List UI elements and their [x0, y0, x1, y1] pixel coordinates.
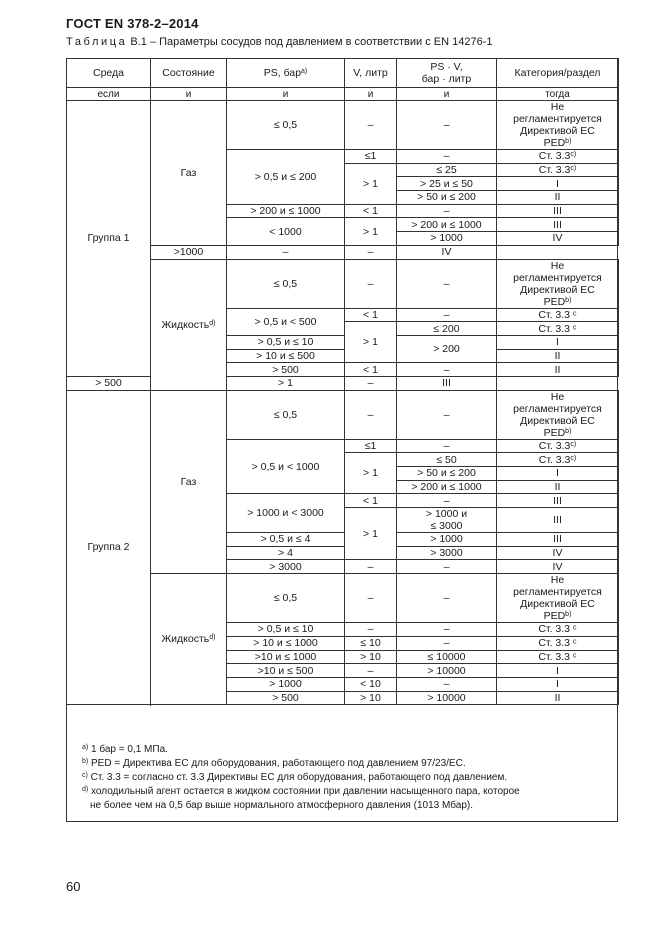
- header-state: Состояние: [151, 59, 227, 88]
- ps-cell: >1000: [151, 245, 227, 259]
- volume-cell: < 10: [345, 677, 397, 691]
- caption-text: В.1 – Параметры сосудов под давлением в соответствии с EN 14276-1: [127, 36, 493, 48]
- volume-cell: ≤1: [345, 439, 397, 453]
- ps-cell: >10 и ≤ 500: [227, 664, 345, 678]
- category-cell: Ст. 3.3$^{c)}$: [497, 150, 619, 164]
- volume-cell: –: [345, 390, 397, 439]
- connector-and: и: [227, 88, 345, 101]
- psv-cell: > 3000: [397, 546, 497, 560]
- ps-cell: ≤ 0,5: [227, 390, 345, 439]
- category-cell: I: [497, 677, 619, 691]
- category-cell: Ст. 3.3 ᶜ: [497, 650, 619, 664]
- ps-cell: > 10 и ≤ 1000: [227, 636, 345, 650]
- psv-cell: –: [397, 494, 497, 508]
- volume-cell: > 1: [345, 322, 397, 363]
- psv-cell: –: [397, 574, 497, 623]
- state-gas: Газ: [151, 390, 227, 574]
- volume-cell: –: [345, 560, 397, 574]
- category-cell: Не регламентируется Директивой ЕС PED$^{b)}$: [497, 101, 619, 150]
- header-medium: Среда: [67, 59, 151, 88]
- psv-cell: > 50 и ≤ 200: [397, 191, 497, 205]
- category-cell: Не регламентируется Директивой ЕС PED$^{b)}$: [497, 574, 619, 623]
- category-cell: I: [497, 335, 619, 349]
- psv-cell: ≤ 25: [397, 163, 497, 177]
- table-caption: [66, 36, 493, 48]
- header-volume: V, литр: [345, 59, 397, 88]
- footnote-d-continuation: не более чем на 0,5 бар выше нормального атмосферного давления (1013 Мбар).: [90, 800, 474, 811]
- header-row: [67, 59, 619, 88]
- ps-cell: > 0,5 и ≤ 200: [227, 150, 345, 205]
- psv-cell: –: [345, 245, 397, 259]
- category-cell: I: [497, 664, 619, 678]
- ps-cell: > 0,5 и ≤ 10: [227, 623, 345, 637]
- category-cell: II: [497, 691, 619, 705]
- volume-cell: –: [345, 574, 397, 623]
- ps-cell: > 1000 и < 3000: [227, 494, 345, 533]
- page-number: 60: [66, 879, 81, 894]
- ps-cell: > 500: [227, 363, 345, 377]
- header-category: Категория/раздел: [497, 59, 619, 88]
- category-cell: Ст. 3.3 ᶜ: [497, 636, 619, 650]
- category-cell: I: [497, 177, 619, 191]
- state-gas: Газ: [151, 101, 227, 246]
- volume-cell: –: [345, 623, 397, 637]
- ps-cell: ≤ 0,5: [227, 101, 345, 150]
- category-cell: Не регламентируется Директивой ЕС PED$^{b)}$: [497, 390, 619, 439]
- footnote-b: $^{b)}$ PED = Директива ЕС для оборудования, работающего под давлением 97/23/ЕС.: [82, 758, 466, 769]
- psv-cell: ≤ 50: [397, 453, 497, 467]
- category-cell: III: [497, 494, 619, 508]
- volume-cell: < 1: [345, 308, 397, 322]
- psv-cell: > 200 и ≤ 1000: [397, 218, 497, 232]
- volume-cell: > 1: [345, 453, 397, 494]
- ps-cell: > 0,5 и ≤ 10: [227, 335, 345, 349]
- volume-cell: –: [345, 664, 397, 678]
- ps-cell: > 200 и ≤ 1000: [227, 204, 345, 218]
- header-ps: PS, бар$^{а)}$: [227, 59, 345, 88]
- ps-cell: > 4: [227, 546, 345, 560]
- connector-and: и: [397, 88, 497, 101]
- volume-cell: > 10: [345, 691, 397, 705]
- volume-cell: < 1: [345, 204, 397, 218]
- ps-cell: > 0,5 и ≤ 4: [227, 533, 345, 547]
- psv-cell: > 1000 и ≤ 3000: [397, 508, 497, 533]
- psv-cell: ≤ 10000: [397, 650, 497, 664]
- pressure-vessel-table: [66, 58, 619, 705]
- category-cell: Ст. 3.3 ᶜ: [497, 623, 619, 637]
- volume-cell: –: [345, 101, 397, 150]
- category-cell: III: [497, 218, 619, 232]
- category-cell: IV: [397, 245, 497, 259]
- category-cell: III: [497, 508, 619, 533]
- ps-cell: > 3000: [227, 560, 345, 574]
- category-cell: Ст. 3.3 ᶜ: [497, 322, 619, 336]
- ps-cell: > 500: [67, 376, 151, 390]
- psv-cell: –: [397, 677, 497, 691]
- psv-cell: ≤ 200: [397, 322, 497, 336]
- connector-then: тогда: [497, 88, 619, 101]
- connector-if: если: [67, 88, 151, 101]
- table-row: [67, 376, 619, 390]
- footnote-c: $^{c)}$ Ст. 3.3 = согласно ст. 3.3 Директивы ЕС для оборудования, работающего под давлением.: [82, 772, 508, 783]
- group-1-cell: Группа 1: [67, 101, 151, 377]
- category-cell: Ст. 3.3$^{c)}$: [497, 439, 619, 453]
- psv-cell: > 1000: [397, 232, 497, 246]
- ps-cell: ≤ 0,5: [227, 259, 345, 308]
- category-cell: IV: [497, 560, 619, 574]
- ps-cell: ≤ 0,5: [227, 574, 345, 623]
- ps-cell: > 10 и ≤ 500: [227, 349, 345, 363]
- psv-cell: > 10000: [397, 664, 497, 678]
- category-cell: II: [497, 349, 619, 363]
- psv-cell: –: [397, 259, 497, 308]
- psv-cell: –: [397, 101, 497, 150]
- volume-cell: > 10: [345, 650, 397, 664]
- psv-cell: –: [397, 623, 497, 637]
- psv-cell: –: [397, 560, 497, 574]
- ps-cell: >10 и ≤ 1000: [227, 650, 345, 664]
- ps-cell: < 1000: [227, 218, 345, 245]
- psv-cell: –: [397, 150, 497, 164]
- category-cell: I: [497, 467, 619, 481]
- ps-cell: > 0,5 и < 1000: [227, 439, 345, 494]
- psv-cell: –: [345, 376, 397, 390]
- psv-cell: –: [397, 439, 497, 453]
- category-cell: II: [497, 363, 619, 377]
- psv-cell: > 1000: [397, 533, 497, 547]
- category-cell: Ст. 3.3$^{c)}$: [497, 163, 619, 177]
- psv-cell: > 200: [397, 335, 497, 362]
- psv-cell: > 50 и ≤ 200: [397, 467, 497, 481]
- volume-cell: –: [227, 245, 345, 259]
- volume-cell: > 1: [227, 376, 345, 390]
- category-cell: Ст. 3.3 ᶜ: [497, 308, 619, 322]
- psv-cell: > 25 и ≤ 50: [397, 177, 497, 191]
- connector-row: [67, 88, 619, 101]
- volume-cell: < 1: [345, 494, 397, 508]
- connector-and: и: [151, 88, 227, 101]
- standard-title: ГОСТ EN 378-2–2014: [66, 16, 199, 31]
- group-2-cell: Группа 2: [67, 390, 151, 705]
- caption-word: Таблица: [66, 36, 128, 48]
- volume-cell: > 1: [345, 218, 397, 245]
- psv-cell: > 200 и ≤ 1000: [397, 480, 497, 494]
- psv-cell: –: [397, 308, 497, 322]
- footnotes: [82, 743, 602, 813]
- category-cell: IV: [497, 232, 619, 246]
- psv-cell: > 10000: [397, 691, 497, 705]
- header-psv: PS · V, бар · литр: [397, 59, 497, 88]
- category-cell: Не регламентируется Директивой ЕС PED$^{b)}$: [497, 259, 619, 308]
- psv-cell: –: [397, 636, 497, 650]
- psv-cell: –: [397, 390, 497, 439]
- category-cell: II: [497, 480, 619, 494]
- footnote-a: $^{a)}$ 1 бар = 0,1 МПа.: [82, 744, 168, 755]
- ps-cell: > 500: [227, 691, 345, 705]
- volume-cell: –: [345, 259, 397, 308]
- psv-cell: –: [397, 363, 497, 377]
- category-cell: III: [497, 533, 619, 547]
- psv-cell: –: [397, 204, 497, 218]
- connector-and: и: [345, 88, 397, 101]
- state-liquid: Жидкость$^{d)}$: [151, 259, 227, 390]
- footnote-d: $^{d)}$ холодильный агент остается в жидком состоянии при давлении насыщенного пара, которое: [82, 786, 520, 797]
- state-liquid: Жидкость$^{d)}$: [151, 574, 227, 705]
- volume-cell: ≤ 10: [345, 636, 397, 650]
- volume-cell: > 1: [345, 508, 397, 560]
- category-cell: III: [397, 376, 497, 390]
- ps-cell: > 1000: [227, 677, 345, 691]
- volume-cell: < 1: [345, 363, 397, 377]
- category-cell: IV: [497, 546, 619, 560]
- category-cell: II: [497, 191, 619, 205]
- volume-cell: > 1: [345, 163, 397, 204]
- category-cell: Ст. 3.3$^{c)}$: [497, 453, 619, 467]
- volume-cell: ≤1: [345, 150, 397, 164]
- category-cell: III: [497, 204, 619, 218]
- ps-cell: > 0,5 и < 500: [227, 308, 345, 335]
